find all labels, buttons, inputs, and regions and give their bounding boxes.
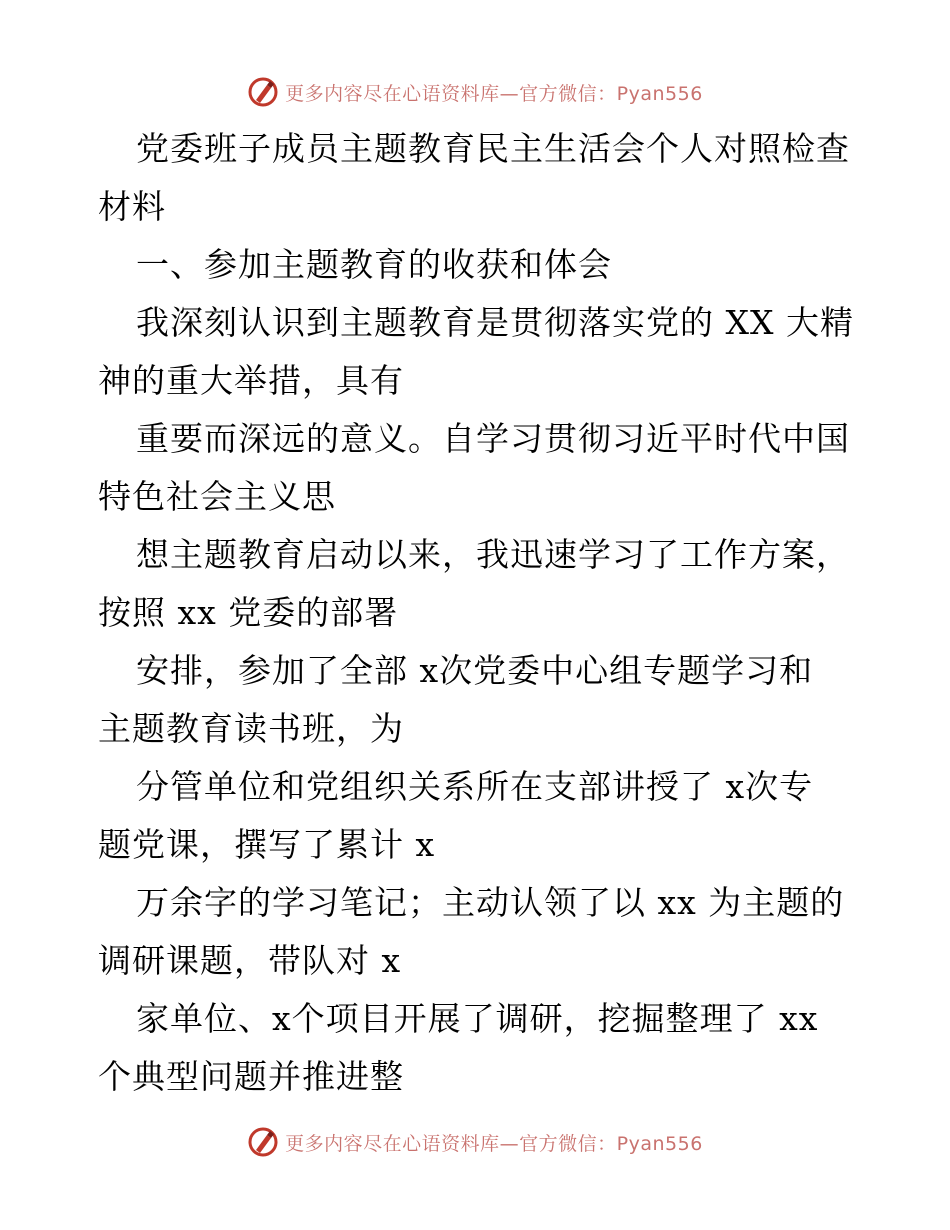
paragraph-line: 安排，参加了全部 x次党委中心组专题学习和 (136, 651, 814, 690)
paragraph-line: 特色社会主义思 (98, 477, 336, 516)
paragraph-line: 万余字的学习笔记；主动认领了以 xx 为主题的 (136, 883, 845, 922)
footer-watermark-text (285, 1129, 703, 1156)
header-watermark (0, 72, 950, 112)
section-heading-1: 一、参加主题教育的收获和体会 (136, 245, 612, 284)
paragraph-line: 个典型问题并推进整 (98, 1057, 404, 1096)
header-watermark-text (285, 79, 703, 106)
paragraph-line: 主题教育读书班，为 (98, 709, 404, 748)
pen-logo-icon (247, 76, 279, 108)
footer-dash: — (499, 1132, 520, 1155)
paragraph-line: 我深刻认识到主题教育是贯彻落实党的 XX 大精 (136, 303, 854, 342)
paragraph-line: 神的重大举措，具有 (98, 361, 404, 400)
paragraph-line: 分管单位和党组织关系所在支部讲授了 x次专 (136, 767, 814, 806)
document-body (98, 120, 858, 1106)
pen-logo-icon (247, 1126, 279, 1158)
paragraph-line: 题党课，撰写了累计 x (98, 825, 436, 864)
header-dash: — (499, 82, 520, 105)
header-wechat-text: 官方微信：Pyan556 (519, 82, 703, 105)
paragraph-line: 重要而深远的意义。自学习贯彻习近平时代中国 (136, 419, 850, 458)
header-site-text: 更多内容尽在心语资料库 (285, 82, 500, 105)
footer-wechat-text: 官方微信：Pyan556 (519, 1132, 703, 1155)
footer-watermark (0, 1122, 950, 1162)
doc-title-line-2: 材料 (98, 187, 166, 226)
paragraph-line: 按照 xx 党委的部署 (98, 593, 399, 632)
footer-site-text: 更多内容尽在心语资料库 (285, 1132, 500, 1155)
doc-title-line-1: 党委班子成员主题教育民主生活会个人对照检查 (136, 129, 850, 168)
paragraph-line: 家单位、x个项目开展了调研，挖掘整理了 xx (136, 999, 819, 1038)
paragraph-line: 想主题教育启动以来，我迅速学习了工作方案， (136, 535, 850, 574)
paragraph-line: 调研课题，带队对 x (98, 941, 402, 980)
